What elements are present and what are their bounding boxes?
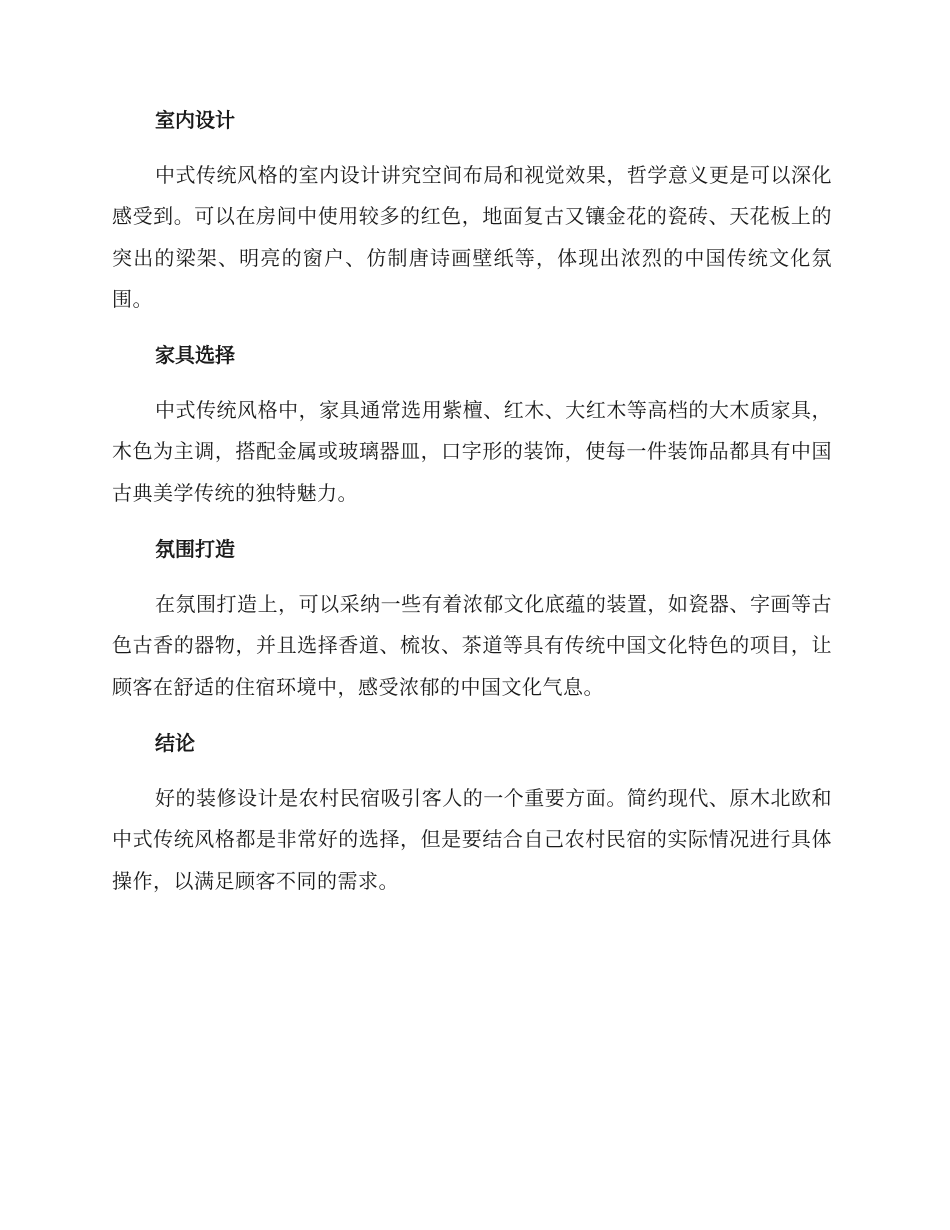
- section-heading: 氛围打造: [155, 537, 235, 562]
- section-heading: 家具选择: [155, 343, 235, 368]
- section-paragraph: 在氛围打造上，可以采纳一些有着浓郁文化底蕴的装置，如瓷器、字画等古色古香的器物，并且选择香道、梳妆、茶道等具有传统中国文化特色的项目，让顾客在舒适的住宿环境中，感受浓郁的中国文化气息。: [112, 592, 832, 699]
- section-heading: 室内设计: [155, 108, 235, 132]
- document-page: [112, 106, 832, 923]
- section-conclusion: [112, 729, 832, 902]
- section-interior-design: [112, 106, 832, 320]
- section-atmosphere: [112, 535, 832, 708]
- section-heading: 结论: [155, 730, 195, 755]
- section-paragraph: 中式传统风格的室内设计讲究空间布局和视觉效果，哲学意义更是可以深化感受到。可以在房间中使用较多的红色，地面复古又镶金花的瓷砖、天花板上的突出的梁架、明亮的窗户、仿制唐诗画壁纸等，体现出浓烈的中国传统文化氛围。: [112, 163, 832, 311]
- section-paragraph: 中式传统风格中，家具通常选用紫檀、红木、大红木等高档的大木质家具，木色为主调，搭配金属或玻璃器皿，口字形的装饰，使每一件装饰品都具有中国古典美学传统的独特魅力。: [112, 398, 832, 505]
- section-paragraph: 好的装修设计是农村民宿吸引客人的一个重要方面。简约现代、原木北欧和中式传统风格都是非常好的选择，但是要结合自己农村民宿的实际情况进行具体操作，以满足顾客不同的需求。: [112, 785, 832, 893]
- section-furniture-selection: [112, 341, 832, 514]
